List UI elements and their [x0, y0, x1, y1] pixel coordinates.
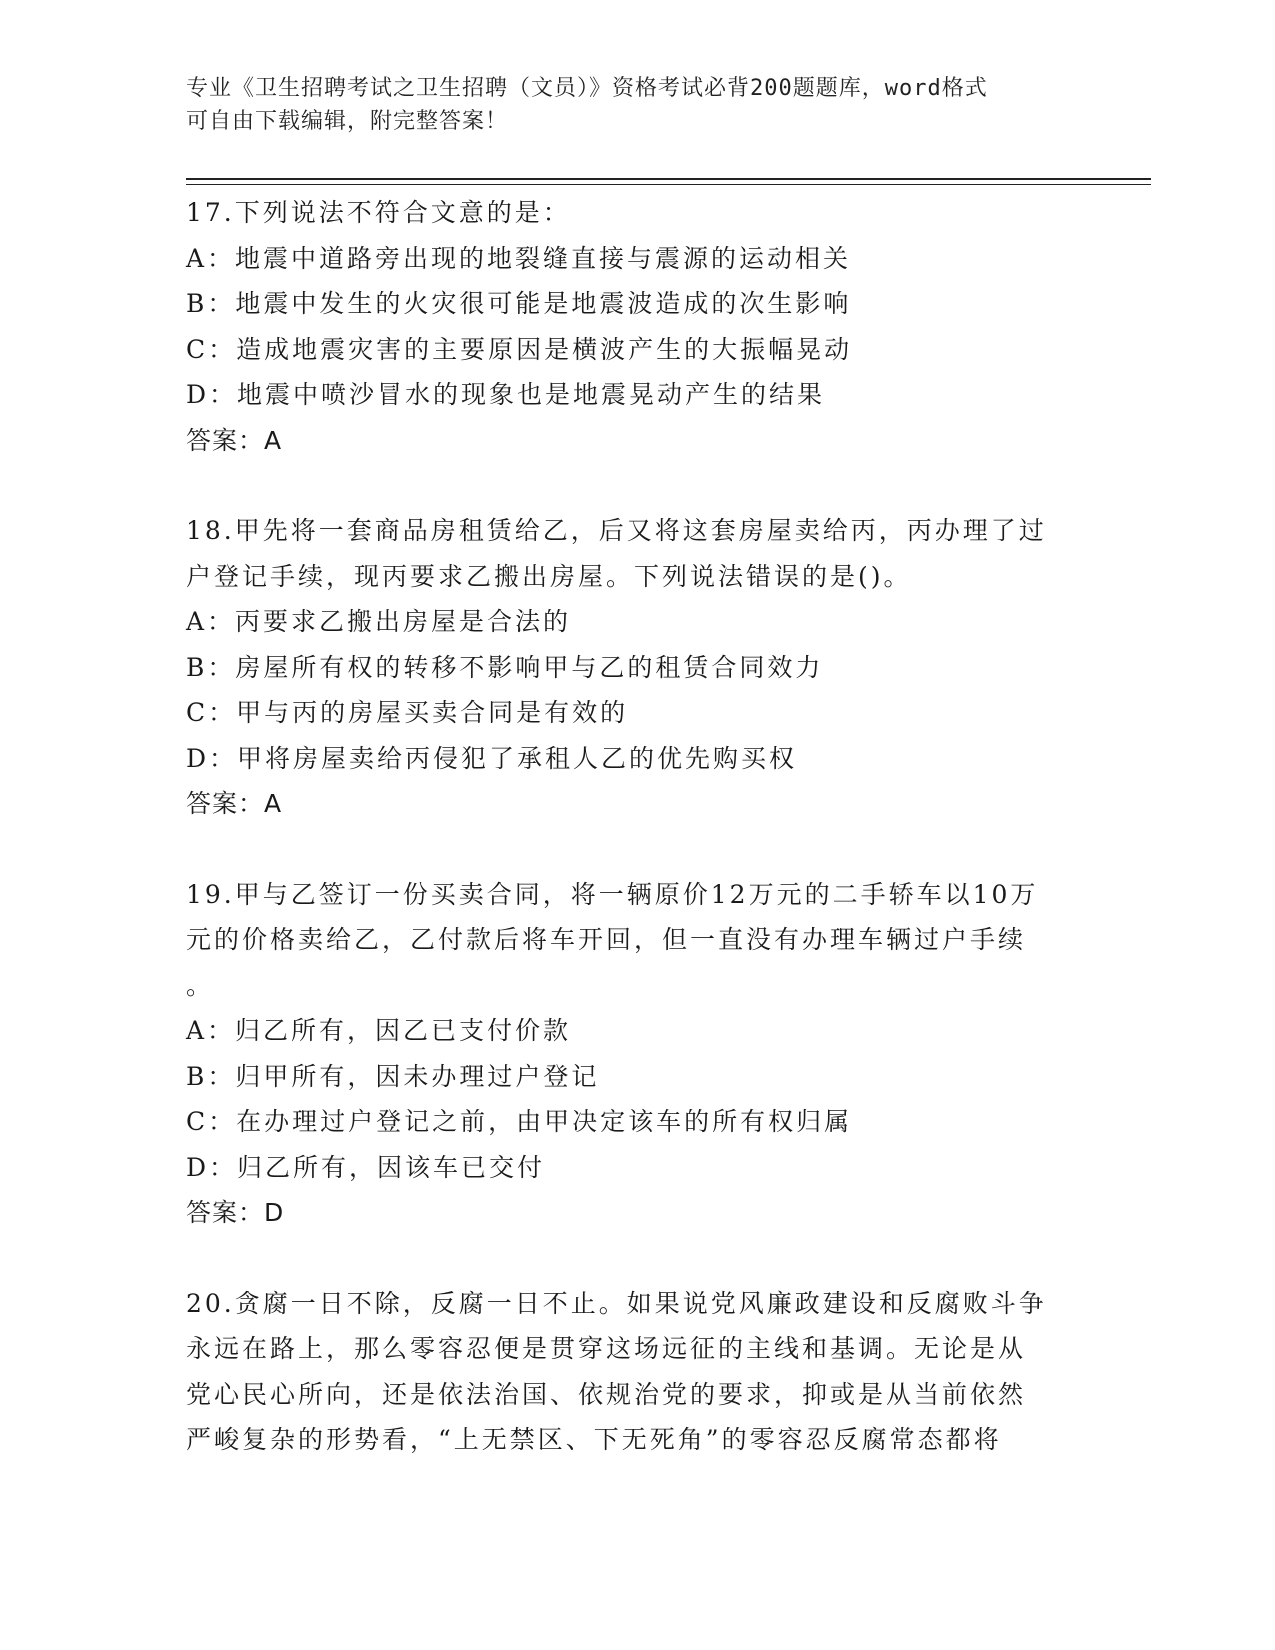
question-stem: 18.甲先将一套商品房租赁给乙，后又将这套房屋卖给丙，丙办理了过: [186, 516, 1047, 545]
document-header: [186, 72, 1066, 138]
question-stem: 17.下列说法不符合文意的是：: [186, 198, 571, 227]
question-stem-continued: 户登记手续，现丙要求乙搬出房屋。下列说法错误的是()。: [186, 561, 912, 591]
question-18: [186, 508, 1086, 827]
question-spacer: [186, 827, 1086, 872]
header-divider-thick: [186, 178, 1151, 180]
option-d: D：归乙所有，因该车已交付: [186, 1152, 546, 1182]
question-stem-continued: 。: [186, 970, 215, 1000]
answer-line: 答案：A: [186, 789, 283, 818]
option-a: A：地震中道路旁出现的地裂缝直接与震源的运动相关: [186, 243, 852, 273]
option-b: B：房屋所有权的转移不影响甲与乙的租赁合同效力: [186, 652, 824, 682]
question-spacer: [186, 463, 1086, 508]
header-divider-thin: [186, 184, 1151, 185]
answer-line: 答案：A: [186, 425, 283, 455]
option-c: C：甲与丙的房屋买卖合同是有效的: [186, 698, 629, 727]
question-stem-continued: 元的价格卖给乙，乙付款后将车开回，但一直没有办理车辆过户手续: [186, 925, 1027, 954]
question-stem-continued: 党心民心所向，还是依法治国、依规治党的要求，抑或是从当前依然: [186, 1379, 1027, 1409]
question-20: [186, 1281, 1086, 1463]
header-title-line-2: 可自由下载编辑，附完整答案！: [186, 109, 509, 134]
question-stem: 20.贪腐一日不除，反腐一日不止。如果说党风廉政建设和反腐败斗争: [186, 1288, 1047, 1318]
question-19: [186, 872, 1086, 1236]
option-b: B：归甲所有，因未办理过户登记: [186, 1061, 600, 1091]
option-c: C：造成地震灾害的主要原因是横波产生的大振幅晃动: [186, 334, 853, 364]
option-c: C：在办理过户登记之前，由甲决定该车的所有权归属: [186, 1107, 853, 1136]
header-title-line-1: 专业《卫生招聘考试之卫生招聘（文员）》资格考试必背200题题库，word格式: [186, 76, 988, 101]
option-b: B：地震中发生的火灾很可能是地震波造成的次生影响: [186, 289, 852, 318]
option-d: D：甲将房屋卖给丙侵犯了承租人乙的优先购买权: [186, 743, 798, 773]
question-spacer: [186, 1236, 1086, 1281]
question-stem-continued: 永远在路上，那么零容忍便是贯穿这场远征的主线和基调。无论是从: [186, 1334, 1027, 1363]
answer-line: 答案：D: [186, 1198, 285, 1227]
option-d: D：地震中喷沙冒水的现象也是地震晃动产生的结果: [186, 380, 826, 409]
question-stem-continued: 严峻复杂的形势看，“上无禁区、下无死角”的零容忍反腐常态都将: [186, 1425, 1002, 1454]
question-list: [186, 190, 1086, 1463]
option-a: A：丙要求乙搬出房屋是合法的: [186, 607, 572, 636]
question-17: [186, 190, 1086, 463]
option-a: A：归乙所有，因乙已支付价款: [186, 1016, 572, 1045]
question-stem: 19.甲与乙签订一份买卖合同，将一辆原价12万元的二手轿车以10万: [186, 879, 1039, 909]
